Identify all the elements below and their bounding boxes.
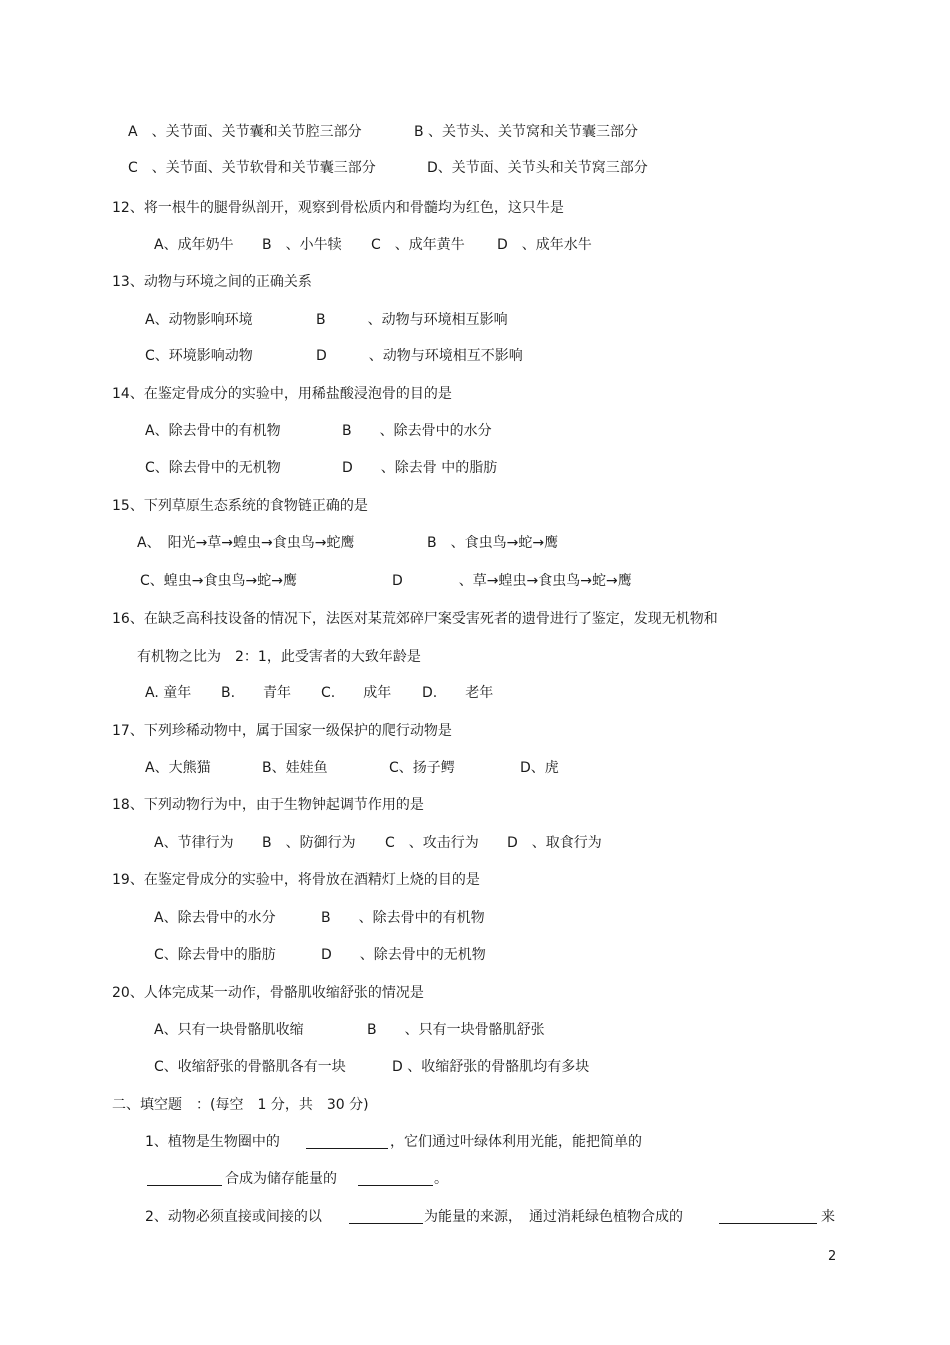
q16-option-c: C. 成年	[321, 685, 392, 701]
fill-2-blank-2	[719, 1207, 817, 1227]
fill-2-text-3: 来	[821, 1209, 835, 1225]
fill-1-text-3: 合成为储存能量的	[225, 1171, 337, 1187]
section-fill-in-title: 二、填空题 ：(每空 1 分，共 30 分)	[112, 1097, 369, 1113]
q15-option-c: C、蝗虫→食虫鸟→蛇→鹰	[140, 573, 297, 589]
q20-option-c: C、收缩舒张的骨骼肌各有一块	[154, 1059, 346, 1075]
q17-option-a: A、大熊猫	[145, 760, 211, 776]
fill-1-text-1: 1、植物是生物圈中的	[145, 1134, 280, 1150]
q14-option-b: B 、除去骨中的水分	[342, 423, 492, 439]
q18-option-a: A、节律行为	[154, 835, 234, 851]
fill-2-blank-1	[349, 1207, 423, 1227]
q13-option-a: A、动物影响环境	[145, 312, 253, 328]
q12-option-b: B 、小牛犊	[262, 237, 342, 253]
fill-1-blank-2	[147, 1169, 222, 1189]
q19-option-c: C、除去骨中的脂肪	[154, 947, 276, 963]
q16-option-b: B. 青年	[221, 685, 292, 701]
q15-stem: 15、下列草原生态系统的食物链正确的是	[112, 498, 368, 514]
q13-stem: 13、动物与环境之间的正确关系	[112, 274, 312, 290]
q15-option-b: B 、食虫鸟→蛇→鹰	[427, 535, 559, 551]
q13-option-d: D 、动物与环境相互不影响	[316, 348, 523, 364]
q13-option-c: C、环境影响动物	[145, 348, 253, 364]
q14-option-d: D 、除去骨 中的脂肪	[342, 460, 498, 476]
q18-option-b: B 、防御行为	[262, 835, 356, 851]
q19-option-d: D 、除去骨中的无机物	[321, 947, 486, 963]
q16-stem-line-1: 16、在缺乏高科技设备的情况下，法医对某荒郊碎尸案受害死者的遗骨进行了鉴定，发现无机物和	[112, 611, 718, 627]
q11-option-b: B 、关节头、关节窝和关节囊三部分	[414, 124, 639, 140]
q17-option-d: D、虎	[520, 760, 559, 776]
q15-option-a: A、 阳光→草→蝗虫→食虫鸟→蛇鹰	[137, 535, 355, 551]
q19-option-a: A、除去骨中的水分	[154, 910, 276, 926]
q17-option-b: B、娃娃鱼	[262, 760, 328, 776]
fill-1-text-2: ，它们通过叶绿体利用光能，能把简单的	[390, 1134, 642, 1150]
q11-option-c: C 、关节面、关节软骨和关节囊三部分	[128, 160, 376, 176]
q19-option-b: B 、除去骨中的有机物	[321, 910, 485, 926]
q14-stem: 14、在鉴定骨成分的实验中，用稀盐酸浸泡骨的目的是	[112, 386, 452, 402]
q12-option-c: C 、成年黄牛	[371, 237, 465, 253]
q12-option-d: D 、成年水牛	[497, 237, 592, 253]
fill-1-text-4: 。	[434, 1171, 448, 1187]
q16-stem-line-2: 有机物之比为 2：1，此受害者的大致年龄是	[137, 649, 421, 665]
q20-stem: 20、人体完成某一动作，骨骼肌收缩舒张的情况是	[112, 985, 424, 1001]
q19-stem: 19、在鉴定骨成分的实验中，将骨放在酒精灯上烧的目的是	[112, 872, 480, 888]
q17-option-c: C、扬子鳄	[389, 760, 455, 776]
q14-option-c: C、除去骨中的无机物	[145, 460, 281, 476]
fill-2-text-1: 2、动物必须直接或间接的以	[145, 1209, 322, 1225]
q20-option-d: D 、收缩舒张的骨骼肌均有多块	[392, 1059, 590, 1075]
fill-1-blank-3	[358, 1169, 433, 1189]
q18-stem: 18、下列动物行为中，由于生物钟起调节作用的是	[112, 797, 424, 813]
q13-option-b: B 、动物与环境相互影响	[316, 312, 508, 328]
q20-option-b: B 、只有一块骨骼肌舒张	[367, 1022, 545, 1038]
page-number: 2	[828, 1249, 837, 1264]
q11-option-d: D、关节面、关节头和关节窝三部分	[427, 160, 648, 176]
fill-1-blank-1	[306, 1132, 388, 1152]
q18-option-c: C 、攻击行为	[385, 835, 479, 851]
q18-option-d: D 、取食行为	[507, 835, 602, 851]
q11-option-a: A 、关节面、关节囊和关节腔三部分	[128, 124, 362, 140]
q12-stem: 12、将一根牛的腿骨纵剖开，观察到骨松质内和骨髓均为红色，这只牛是	[112, 200, 564, 216]
q17-stem: 17、下列珍稀动物中，属于国家一级保护的爬行动物是	[112, 723, 452, 739]
q15-option-d: D 、草→蝗虫→食虫鸟→蛇→鹰	[392, 573, 632, 589]
q16-option-a: A. 童年	[145, 685, 192, 701]
q20-option-a: A、只有一块骨骼肌收缩	[154, 1022, 304, 1038]
q14-option-a: A、除去骨中的有机物	[145, 423, 281, 439]
q16-option-d: D. 老年	[422, 685, 494, 701]
q12-option-a: A、成年奶牛	[154, 237, 234, 253]
fill-2-text-2: 为能量的来源， 通过消耗绿色植物合成的	[424, 1209, 683, 1225]
